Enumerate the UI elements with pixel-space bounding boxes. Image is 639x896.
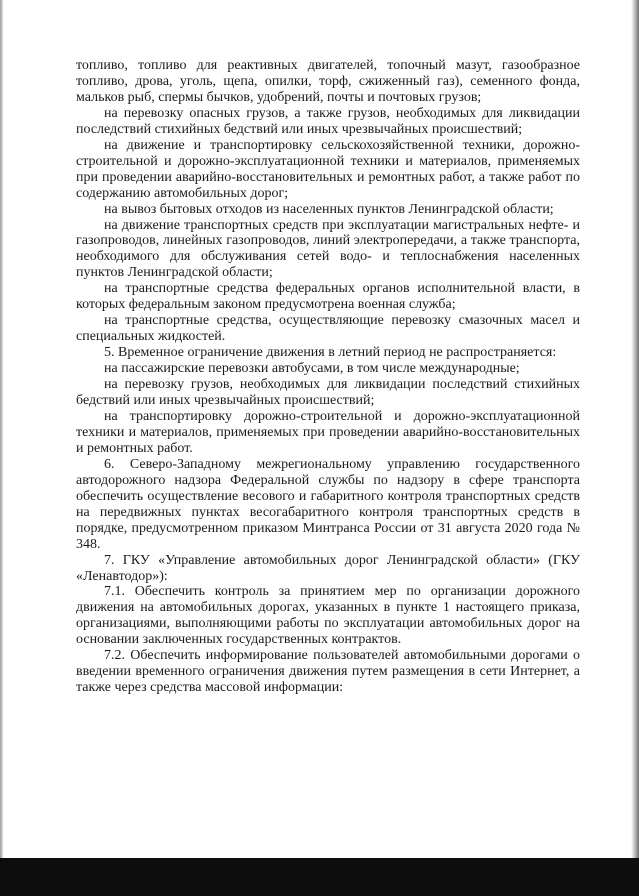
scan-edge-bottom bbox=[0, 858, 639, 896]
paragraph-section-7: 7. ГКУ «Управление автомобильных дорог Ленинградской области» (ГКУ «Ленавтодор»): bbox=[76, 552, 580, 584]
paragraph-fuel-list-continuation: топливо, топливо для реактивных двигателей, топочный мазут, газообразное топливо, дрова, уголь, щепа, опилки, торф, сжиженный газ), семенного фонда, мальков рыб, спермы бычков, удобрений, почты и почтовых грузов; bbox=[76, 58, 580, 105]
paragraph-lubricants-transport: на транспортные средства, осуществляющие перевозку смазочных масел и специальных жидкостей. bbox=[76, 313, 580, 345]
paragraph-waste-removal: на вывоз бытовых отходов из населенных пунктов Ленинградской области; bbox=[104, 201, 554, 217]
scan-edge-right bbox=[631, 0, 639, 896]
paragraph-pipeline-transport: на движение транспортных средств при эксплуатации магистральных нефте- и газопроводов, линейных газопроводов, линий электропередачи, а также транспорта, необходимого для обслуживания сетей водо- и теплоснабжения населенных пунктов Ленинградской области; bbox=[76, 217, 580, 281]
paragraph-road-machinery: на транспортировку дорожно-строительной и дорожно-эксплуатационной техники и материалов, применяемых при проведении аварийно-восстановительных и ремонтных работ. bbox=[76, 408, 580, 456]
paragraph-section-7-2: 7.2. Обеспечить информирование пользователей автомобильными дорогами о введении временного ограничения движения путем размещения в сети Интернет, а также через средства массовой информации: bbox=[76, 648, 580, 696]
paragraph-emergency-goods: на перевозку грузов, необходимых для ликвидации последствий стихийных бедствий или иных чрезвычайных происшествий; bbox=[76, 377, 580, 409]
paragraph-agricultural-machinery: на движение и транспортировку сельскохозяйственной техники, дорожно-строительной и дорожно-эксплуатационной техники и материалов, применяемых при проведении аварийно-восстановительных и ремонтных работ, а также работ по содержанию автомобильных дорог; bbox=[76, 137, 580, 201]
scan-edge-left bbox=[0, 0, 3, 896]
paragraph-section-5: 5. Временное ограничение движения в летний период не распространяется: bbox=[104, 345, 557, 361]
paragraph-military-vehicles: на транспортные средства федеральных органов исполнительной власти, в которых федеральным законом предусмотрена военная служба; bbox=[76, 281, 580, 313]
document-body bbox=[76, 58, 580, 696]
paragraph-bus-transport: на пассажирские перевозки автобусами, в том числе международные; bbox=[104, 361, 520, 377]
paragraph-section-6: 6. Северо-Западному межрегиональному управлению государственного автодорожного надзора Федеральной службы по надзору в сфере транспорта обеспечить осуществление весового и габаритного контроля транспортных средств на передвижных пунктах весогабаритного контроля транспортных средств в порядке, предусмотренном приказом Минтранса России от 31 августа 2020 года № 348. bbox=[76, 456, 580, 552]
paragraph-dangerous-goods: на перевозку опасных грузов, а также грузов, необходимых для ликвидации последствий стихийных бедствий или иных чрезвычайных происшествий; bbox=[76, 105, 580, 137]
paragraph-section-7-1: 7.1. Обеспечить контроль за принятием мер по организации дорожного движения на автомобильных дорогах, указанных в пункте 1 настоящего приказа, организациями, выполняющими работы по эксплуатации автомобильных дорог на основании заключенных государственных контрактов. bbox=[76, 584, 580, 648]
